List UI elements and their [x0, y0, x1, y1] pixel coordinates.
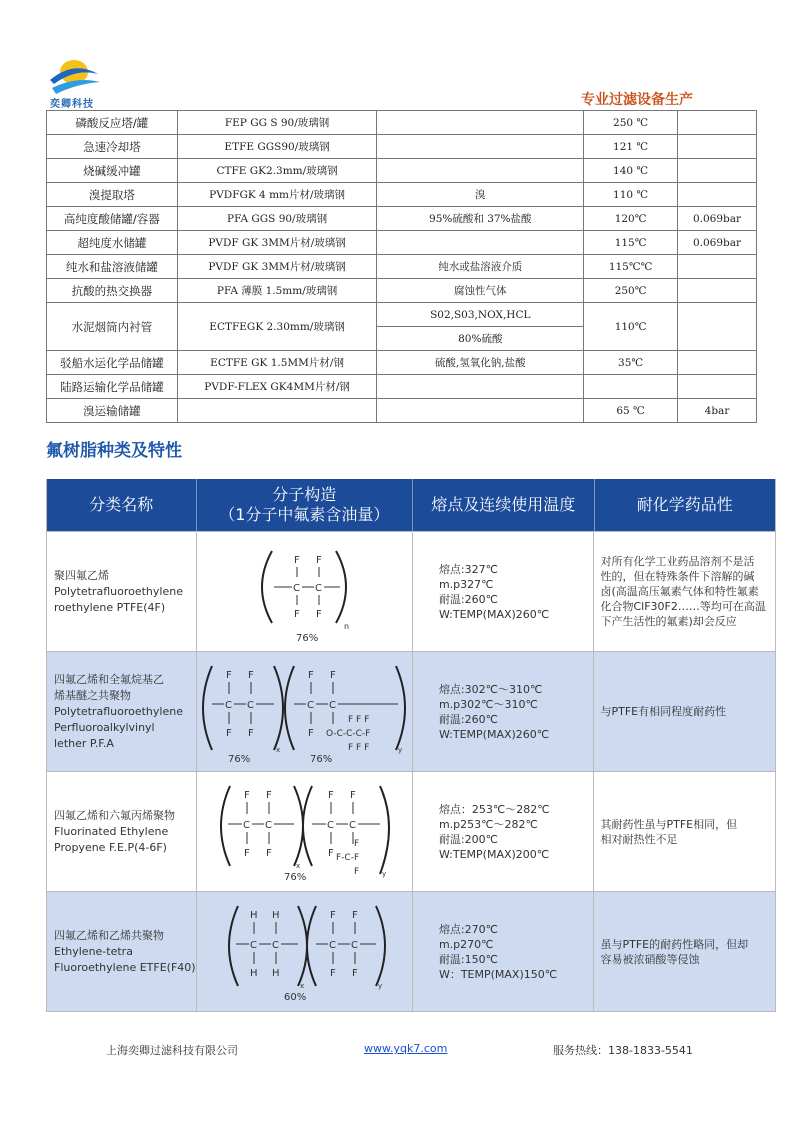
table-row [47, 891, 775, 1011]
cell-temp: 65 ℃ [584, 399, 678, 423]
footer-website-link[interactable]: www.yqk7.com [364, 1042, 448, 1055]
cell-name: 纯水和盐溶液储罐 [47, 255, 178, 279]
svg-text:F: F [226, 669, 233, 681]
svg-text:F: F [330, 967, 337, 979]
temp-info [413, 892, 595, 1011]
footer-company: 上海奕卿过滤科技有限公司 [106, 1044, 238, 1057]
table-header-row [47, 479, 775, 531]
cell-material: FEP GG S 90/玻璃钢 [177, 111, 377, 135]
cell-pressure [678, 159, 757, 183]
cell-temp: 110 ℃ [584, 183, 678, 207]
cell-pressure [678, 255, 757, 279]
svg-text:F: F [316, 608, 323, 620]
svg-text:F F F: F F F [348, 742, 370, 753]
svg-text:F: F [294, 608, 301, 620]
svg-text:H: H [272, 909, 280, 921]
svg-text:F-C-F: F-C-F [336, 852, 360, 863]
name-line: 四氟乙烯和六氟丙烯聚物 [54, 808, 175, 822]
svg-text:F: F [354, 838, 360, 849]
svg-text:C: C [307, 699, 315, 711]
svg-text:F: F [352, 909, 359, 921]
temp-line: W:TEMP(MAX)200℃ [438, 847, 550, 861]
chem-line: 对所有化学工业药品溶剂不是活 [600, 555, 755, 568]
header-name: 分类名称 [47, 479, 197, 531]
svg-text:H: H [250, 967, 258, 979]
molecular-structure [197, 892, 413, 1011]
cell-medium: 溴 [377, 183, 584, 207]
footer-hotline: 服务热线：138-1833-5541 [553, 1044, 693, 1057]
table-row [47, 183, 757, 207]
cell-pressure [678, 351, 757, 375]
cell-name: 水泥烟筒内衬管 [47, 303, 178, 351]
svg-text:F F F: F F F [348, 714, 370, 725]
cell-pressure [678, 303, 757, 351]
cell-pressure: 4bar [678, 399, 757, 423]
svg-text:x: x [276, 745, 281, 754]
temp-line: m.p253℃～282℃ [438, 817, 538, 831]
cell-medium: 腐蚀性气体 [377, 279, 584, 303]
temp-line: 耐温:200℃ [438, 832, 498, 846]
svg-text:C: C [247, 699, 255, 711]
svg-text:x: x [296, 861, 301, 870]
pfa-structure-icon [198, 656, 410, 768]
temp-line: W:TEMP(MAX)260℃ [438, 727, 550, 741]
svg-text:F: F [226, 727, 233, 739]
table-row [47, 351, 757, 375]
cell-medium: 80%硫酸 [377, 327, 584, 351]
cell-pressure [678, 183, 757, 207]
header-slogan: 专业过滤设备生产 [581, 92, 693, 108]
chem-line: 化合物ClF30F2……等均可在高温 [600, 600, 766, 613]
chem-resistance [594, 652, 775, 771]
svg-text:F: F [266, 789, 273, 801]
molecular-structure [197, 532, 413, 651]
chem-line: 容易被浓硝酸等侵蚀 [600, 952, 700, 966]
svg-text:F: F [352, 967, 359, 979]
cell-name: 超纯度水储罐 [47, 231, 178, 255]
resin-name [47, 772, 197, 891]
header-structure-line1: 分子构造 [272, 485, 337, 504]
cell-pressure [678, 135, 757, 159]
svg-text:C: C [225, 699, 233, 711]
name-line: 四氟乙烯和全氟烷基乙 [54, 672, 164, 686]
molecular-structure [197, 652, 413, 771]
table-row [47, 303, 757, 327]
fluororesin-table [46, 479, 776, 1012]
table-row [47, 399, 757, 423]
name-line: 烯基醚之共聚物 [54, 688, 131, 702]
temp-line: 熔点：253℃～282℃ [438, 802, 550, 816]
fep-structure-icon [204, 776, 404, 888]
cell-pressure [678, 111, 757, 135]
svg-text:F: F [308, 727, 315, 739]
temp-line: 耐温:260℃ [438, 712, 498, 726]
svg-text:C: C [329, 699, 337, 711]
chem-resistance [594, 772, 775, 891]
cell-temp: 121 ℃ [584, 135, 678, 159]
header-temp: 熔点及连续使用温度 [413, 479, 595, 531]
table-row [47, 111, 757, 135]
svg-text:C: C [250, 939, 258, 951]
header-chem: 耐化学药品性 [636, 495, 733, 514]
cell-temp: 115℃ [584, 231, 678, 255]
cell-medium: 纯水或盐溶液介质 [377, 255, 584, 279]
svg-text:y: y [382, 869, 387, 878]
svg-text:F: F [294, 554, 301, 566]
svg-text:H: H [272, 967, 280, 979]
temp-info [413, 772, 595, 891]
header-structure-line2: （1分子中氟素含油量） [219, 505, 390, 524]
fluorine-percent: 76% [228, 753, 251, 765]
chem-resistance [594, 892, 775, 1011]
temp-line: m.p327℃ [438, 577, 494, 591]
name-line: Fluorinated Ethylene [54, 824, 169, 838]
temp-line: 耐温:260℃ [438, 592, 498, 606]
temp-line: 熔点:302℃～310℃ [438, 682, 543, 696]
svg-text:F: F [330, 909, 337, 921]
chem-line: 与PTFE有相同程度耐药性 [600, 705, 727, 718]
cell-temp [584, 375, 678, 399]
svg-text:C: C [315, 582, 323, 594]
svg-text:C: C [329, 939, 337, 951]
molecular-structure [197, 772, 413, 891]
chem-line: 卤(高温高压氟素气体和特性氟素 [600, 585, 759, 598]
cell-medium [377, 111, 584, 135]
page-header [0, 0, 793, 110]
name-line: roethylene PTFE(4F) [54, 600, 166, 614]
temp-line: m.p302℃～310℃ [438, 697, 538, 711]
cell-medium [377, 135, 584, 159]
cell-name: 磷酸反应塔/罐 [47, 111, 178, 135]
svg-text:F: F [308, 669, 315, 681]
temp-line: 熔点:327℃ [438, 562, 498, 576]
cell-name: 烧碱缓冲罐 [47, 159, 178, 183]
cell-material: ECTFE GK 1.5MM片材/钢 [177, 351, 377, 375]
cell-temp: 110℃ [584, 303, 678, 351]
svg-text:F: F [330, 669, 337, 681]
cell-medium [377, 399, 584, 423]
cell-material: CTFE GK2.3mm/玻璃钢 [177, 159, 377, 183]
cell-material: PVDF GK 3MM片材/玻璃钢 [177, 231, 377, 255]
resin-name [47, 532, 197, 651]
name-line: lether P.F.A [54, 736, 114, 750]
svg-text:H: H [250, 909, 258, 921]
svg-text:F: F [248, 669, 255, 681]
svg-text:F: F [248, 727, 255, 739]
svg-text:F: F [350, 789, 357, 801]
svg-text:n: n [344, 621, 350, 631]
chem-line: 性的，但在特殊条件下溶解的碱 [600, 570, 755, 583]
cell-pressure: 0.069bar [678, 231, 757, 255]
name-line: Polytetrafluoroethylene [54, 704, 183, 718]
cell-name: 驳船水运化学品储罐 [47, 351, 178, 375]
cell-material: PVDF-FLEX GK4MM片材/钢 [177, 375, 377, 399]
name-line: Propyene F.E.P(4-6F) [54, 840, 167, 854]
table-row [47, 651, 775, 771]
table-row [47, 279, 757, 303]
temp-line: W:TEMP(MAX)260℃ [438, 607, 550, 621]
chem-resistance [594, 532, 775, 651]
cell-material [177, 399, 377, 423]
svg-text:O-C-C-C-F: O-C-C-C-F [326, 728, 371, 739]
chem-line: 相对耐热性不足 [600, 832, 678, 846]
cell-pressure: 0.069bar [678, 207, 757, 231]
svg-text:F: F [244, 789, 251, 801]
name-line: Polytetrafluoroethylene [54, 584, 183, 598]
cell-material: ECTFEGK 2.30mm/玻璃钢 [177, 303, 377, 351]
cell-pressure [678, 279, 757, 303]
cell-medium: 硫酸,氢氧化钠,盐酸 [377, 351, 584, 375]
cell-medium [377, 231, 584, 255]
svg-text:F: F [328, 847, 335, 859]
svg-text:C: C [351, 939, 359, 951]
cell-name: 溴提取塔 [47, 183, 178, 207]
table-row [47, 375, 757, 399]
svg-text:F: F [316, 554, 323, 566]
svg-text:F: F [328, 789, 335, 801]
fluorine-percent: 76% [296, 632, 319, 644]
cell-temp: 250 ℃ [584, 111, 678, 135]
svg-text:C: C [327, 819, 335, 831]
svg-text:F: F [244, 847, 251, 859]
application-spec-table [46, 110, 757, 423]
name-line: Fluoroethylene ETFE(F40) [54, 960, 196, 974]
temp-line: 熔点:270℃ [438, 922, 498, 936]
header-structure [197, 479, 413, 531]
cell-material: ETFE GGS90/玻璃钢 [177, 135, 377, 159]
svg-text:F: F [354, 866, 360, 877]
svg-text:y: y [398, 745, 403, 754]
svg-text:C: C [349, 819, 357, 831]
cell-material: PVDF GK 3MM片材/玻璃钢 [177, 255, 377, 279]
table-row [47, 207, 757, 231]
table-row [47, 771, 775, 891]
ptfe-structure-icon [244, 537, 364, 647]
svg-text:C: C [265, 819, 273, 831]
cell-pressure [678, 375, 757, 399]
fluorine-percent: 76% [284, 871, 307, 883]
svg-text:C: C [293, 582, 301, 594]
table-row [47, 255, 757, 279]
cell-temp: 120℃ [584, 207, 678, 231]
cell-temp: 250℃ [584, 279, 678, 303]
svg-text:x: x [300, 981, 305, 990]
cell-name: 溴运输储罐 [47, 399, 178, 423]
cell-temp: 115℃℃ [584, 255, 678, 279]
resin-name [47, 652, 197, 771]
table-row [47, 159, 757, 183]
cell-material: PFA 薄膜 1.5mm/玻璃钢 [177, 279, 377, 303]
svg-text:C: C [272, 939, 280, 951]
cell-temp: 35℃ [584, 351, 678, 375]
etfe-structure-icon [214, 896, 394, 1008]
cell-name: 高纯度酸储罐/容器 [47, 207, 178, 231]
temp-line: W：TEMP(MAX)150℃ [438, 967, 558, 981]
temp-line: 耐温:150℃ [438, 952, 498, 966]
table-row [47, 231, 757, 255]
name-line: Ethylene-tetra [54, 944, 133, 958]
table-row [47, 531, 775, 651]
temp-line: m.p270℃ [438, 937, 494, 951]
cell-medium: 95%硫酸和 37%盐酸 [377, 207, 584, 231]
name-line: 四氟乙烯和乙烯共聚物 [54, 928, 164, 942]
cell-material: PVDFGK 4 mm片材/玻璃钢 [177, 183, 377, 207]
cell-temp: 140 ℃ [584, 159, 678, 183]
svg-text:y: y [378, 981, 383, 990]
cell-medium: S02,S03,NOX,HCL [377, 303, 584, 327]
name-line: 聚四氟乙烯 [54, 568, 109, 582]
fluorine-percent: 60% [284, 991, 307, 1003]
temp-info [413, 532, 595, 651]
logo-text: 奕卿科技 [50, 99, 94, 110]
cell-material: PFA GGS 90/玻璃钢 [177, 207, 377, 231]
fluorine-percent: 76% [310, 753, 333, 765]
resin-name [47, 892, 197, 1011]
temp-info [413, 652, 595, 771]
cell-medium [377, 159, 584, 183]
chem-line: 下产生活性的氟素)却会反应 [600, 615, 737, 628]
cell-name: 抗酸的热交换器 [47, 279, 178, 303]
name-line: Perfluoroalkylvinyl [54, 720, 155, 734]
cell-name: 急速冷却塔 [47, 135, 178, 159]
svg-text:F: F [266, 847, 273, 859]
table-row [47, 135, 757, 159]
svg-text:C: C [243, 819, 251, 831]
section-title: 氟树脂种类及特性 [46, 441, 182, 461]
chem-line: 其耐药性虽与PTFE相同，但 [600, 817, 738, 831]
cell-medium [377, 375, 584, 399]
chem-line: 虽与PTFE的耐药性略同，但却 [600, 937, 749, 951]
cell-name: 陆路运输化学品储罐 [47, 375, 178, 399]
